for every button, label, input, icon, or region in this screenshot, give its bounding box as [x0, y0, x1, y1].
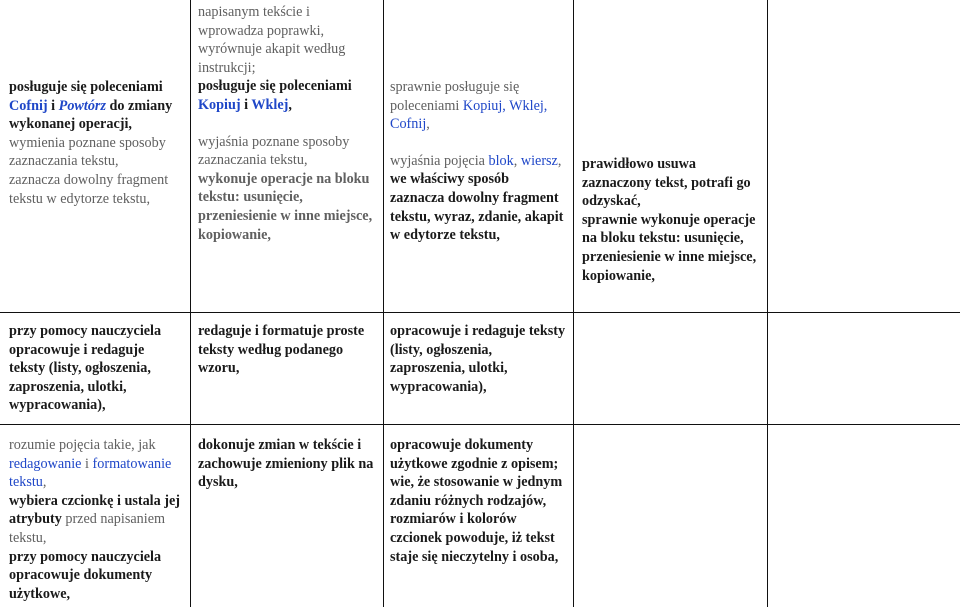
- r1c3-text-a: [390, 78, 566, 134]
- r1c3-lead: sprawnie posługuje się poleceniami: [390, 79, 520, 114]
- r1c2-text-b: [198, 77, 376, 114]
- r3c1-text-a: [9, 436, 184, 492]
- r1c2-lead: posługuje się poleceniami: [198, 78, 352, 95]
- r1c4-text-a: prawidłowo usuwa zaznaczony tekst, potrafi go odzyskać,: [582, 156, 751, 210]
- r3c1-b-tail: przed napisaniem tekstu,: [9, 511, 166, 546]
- r1c1-and: i: [47, 97, 59, 114]
- r3c1-cell: [3, 436, 190, 603]
- r2c3-text: opracowuje i redaguje teksty (listy, ogłoszenia, zaproszenia, ulotki, wypracowania),: [390, 323, 566, 395]
- r1c3-sep: ,: [513, 152, 521, 169]
- r1c1-text-c: zaznacza dowolny fragment tekstu w edytorze tekstu,: [9, 171, 169, 207]
- r3c1-b-bold: wybiera czcionkę i ustala jej atrybuty: [9, 492, 181, 528]
- r1c1-text-a: [9, 78, 184, 134]
- col-divider-3: [573, 0, 574, 607]
- r3c1-lead: rozumie pojęcia takie, jak: [9, 437, 156, 453]
- r1c2-and: i: [240, 96, 252, 113]
- row-divider-2: [0, 424, 960, 425]
- r2c2-text: redaguje i formatuje proste teksty według podanego wzoru,: [198, 323, 365, 377]
- r3c2-text: dokonuje zmian w tekście i zachowuje zmieniony plik na dysku,: [198, 437, 374, 491]
- powtorz-term: Powtórz: [58, 97, 106, 114]
- r1c2-cell: [192, 3, 382, 244]
- wiersz-term: wiersz: [520, 152, 558, 169]
- r3c3-text-b: wie, że stosowanie w jednym zdaniu różnych rodzajów, rozmiarów i kolorów czcionek powoduje, iż tekst staje się nieczytelny i osoba,: [390, 474, 563, 565]
- r3c1-text-b: [9, 492, 184, 548]
- r3c1-comma: ,: [42, 474, 47, 491]
- r3c1-text-c: przy pomocy nauczyciela opracowuje dokumenty użytkowe,: [9, 548, 162, 602]
- r1c3-cell: [384, 78, 572, 245]
- r2c1-cell: [3, 322, 190, 415]
- r3c2-cell: [192, 436, 382, 492]
- r3c3-text-a: opracowuje dokumenty użytkowe zgodnie z opisem;: [390, 437, 559, 472]
- r1c3-b-lead: wyjaśnia pojęcia: [390, 152, 489, 169]
- kopiuj-wklej-cofnij-terms: Kopiuj, Wklej, Cofnij: [390, 97, 548, 133]
- r1c3-text-c: we właściwy sposób zaznacza dowolny fragment tekstu, wyraz, zdanie, akapit: [390, 171, 564, 225]
- r1c4-cell: [576, 155, 766, 285]
- r3c1-and: i: [81, 455, 93, 472]
- r1c1-cell: [3, 78, 190, 208]
- r1c2-text-d: wykonuje operacje na bloku tekstu: usunięcie, przeniesienie w inne miejsce, kopiowanie,: [198, 170, 373, 243]
- r3c3-cell: [384, 436, 572, 566]
- r2c1-text: przy pomocy nauczyciela opracowuje i redaguje teksty (listy, ogłoszenia, zaproszenia, ulotki, wypracowania),: [9, 323, 162, 414]
- row-divider-1: [0, 312, 960, 313]
- r1c1-text-b: wymienia poznane sposoby zaznaczania tekstu,: [9, 134, 166, 170]
- r1c4-text-b: sprawnie wykonuje operacje na bloku tekstu: usunięcie, przeniesienie w inne miejsce, kopiowanie,: [582, 211, 757, 284]
- col-divider-1: [190, 0, 191, 607]
- r1c1-tail: do zmiany wykonanej operacji,: [9, 97, 173, 133]
- r1c2-text-c: wyjaśnia poznane sposoby zaznaczania tekstu,: [198, 133, 350, 169]
- r2c2-cell: [192, 322, 382, 378]
- kopiuj-term: Kopiuj: [198, 96, 241, 113]
- blok-term: blok: [488, 152, 514, 169]
- r1c1-lead: posługuje się poleceniami: [9, 79, 163, 95]
- r2c3-cell: [384, 322, 572, 396]
- r1c3-text-d: w edytorze tekstu,: [390, 227, 500, 244]
- r1c3-text-b: [390, 152, 566, 171]
- r1c2-text-a: napisanym tekście i wprowadza poprawki, wyrównuje akapit według instrukcji;: [198, 4, 346, 76]
- wklej-term: Wklej: [251, 96, 289, 113]
- cofnij-term: Cofnij: [9, 97, 48, 114]
- r1c3-tail: ,: [426, 116, 430, 133]
- redagowanie-term: redagowanie: [9, 455, 82, 472]
- r1c2-tail: ,: [288, 96, 292, 113]
- col-divider-4: [767, 0, 768, 607]
- r1c3-b-tail: ,: [557, 152, 562, 169]
- formatowanie-term: formatowanie tekstu: [9, 455, 172, 491]
